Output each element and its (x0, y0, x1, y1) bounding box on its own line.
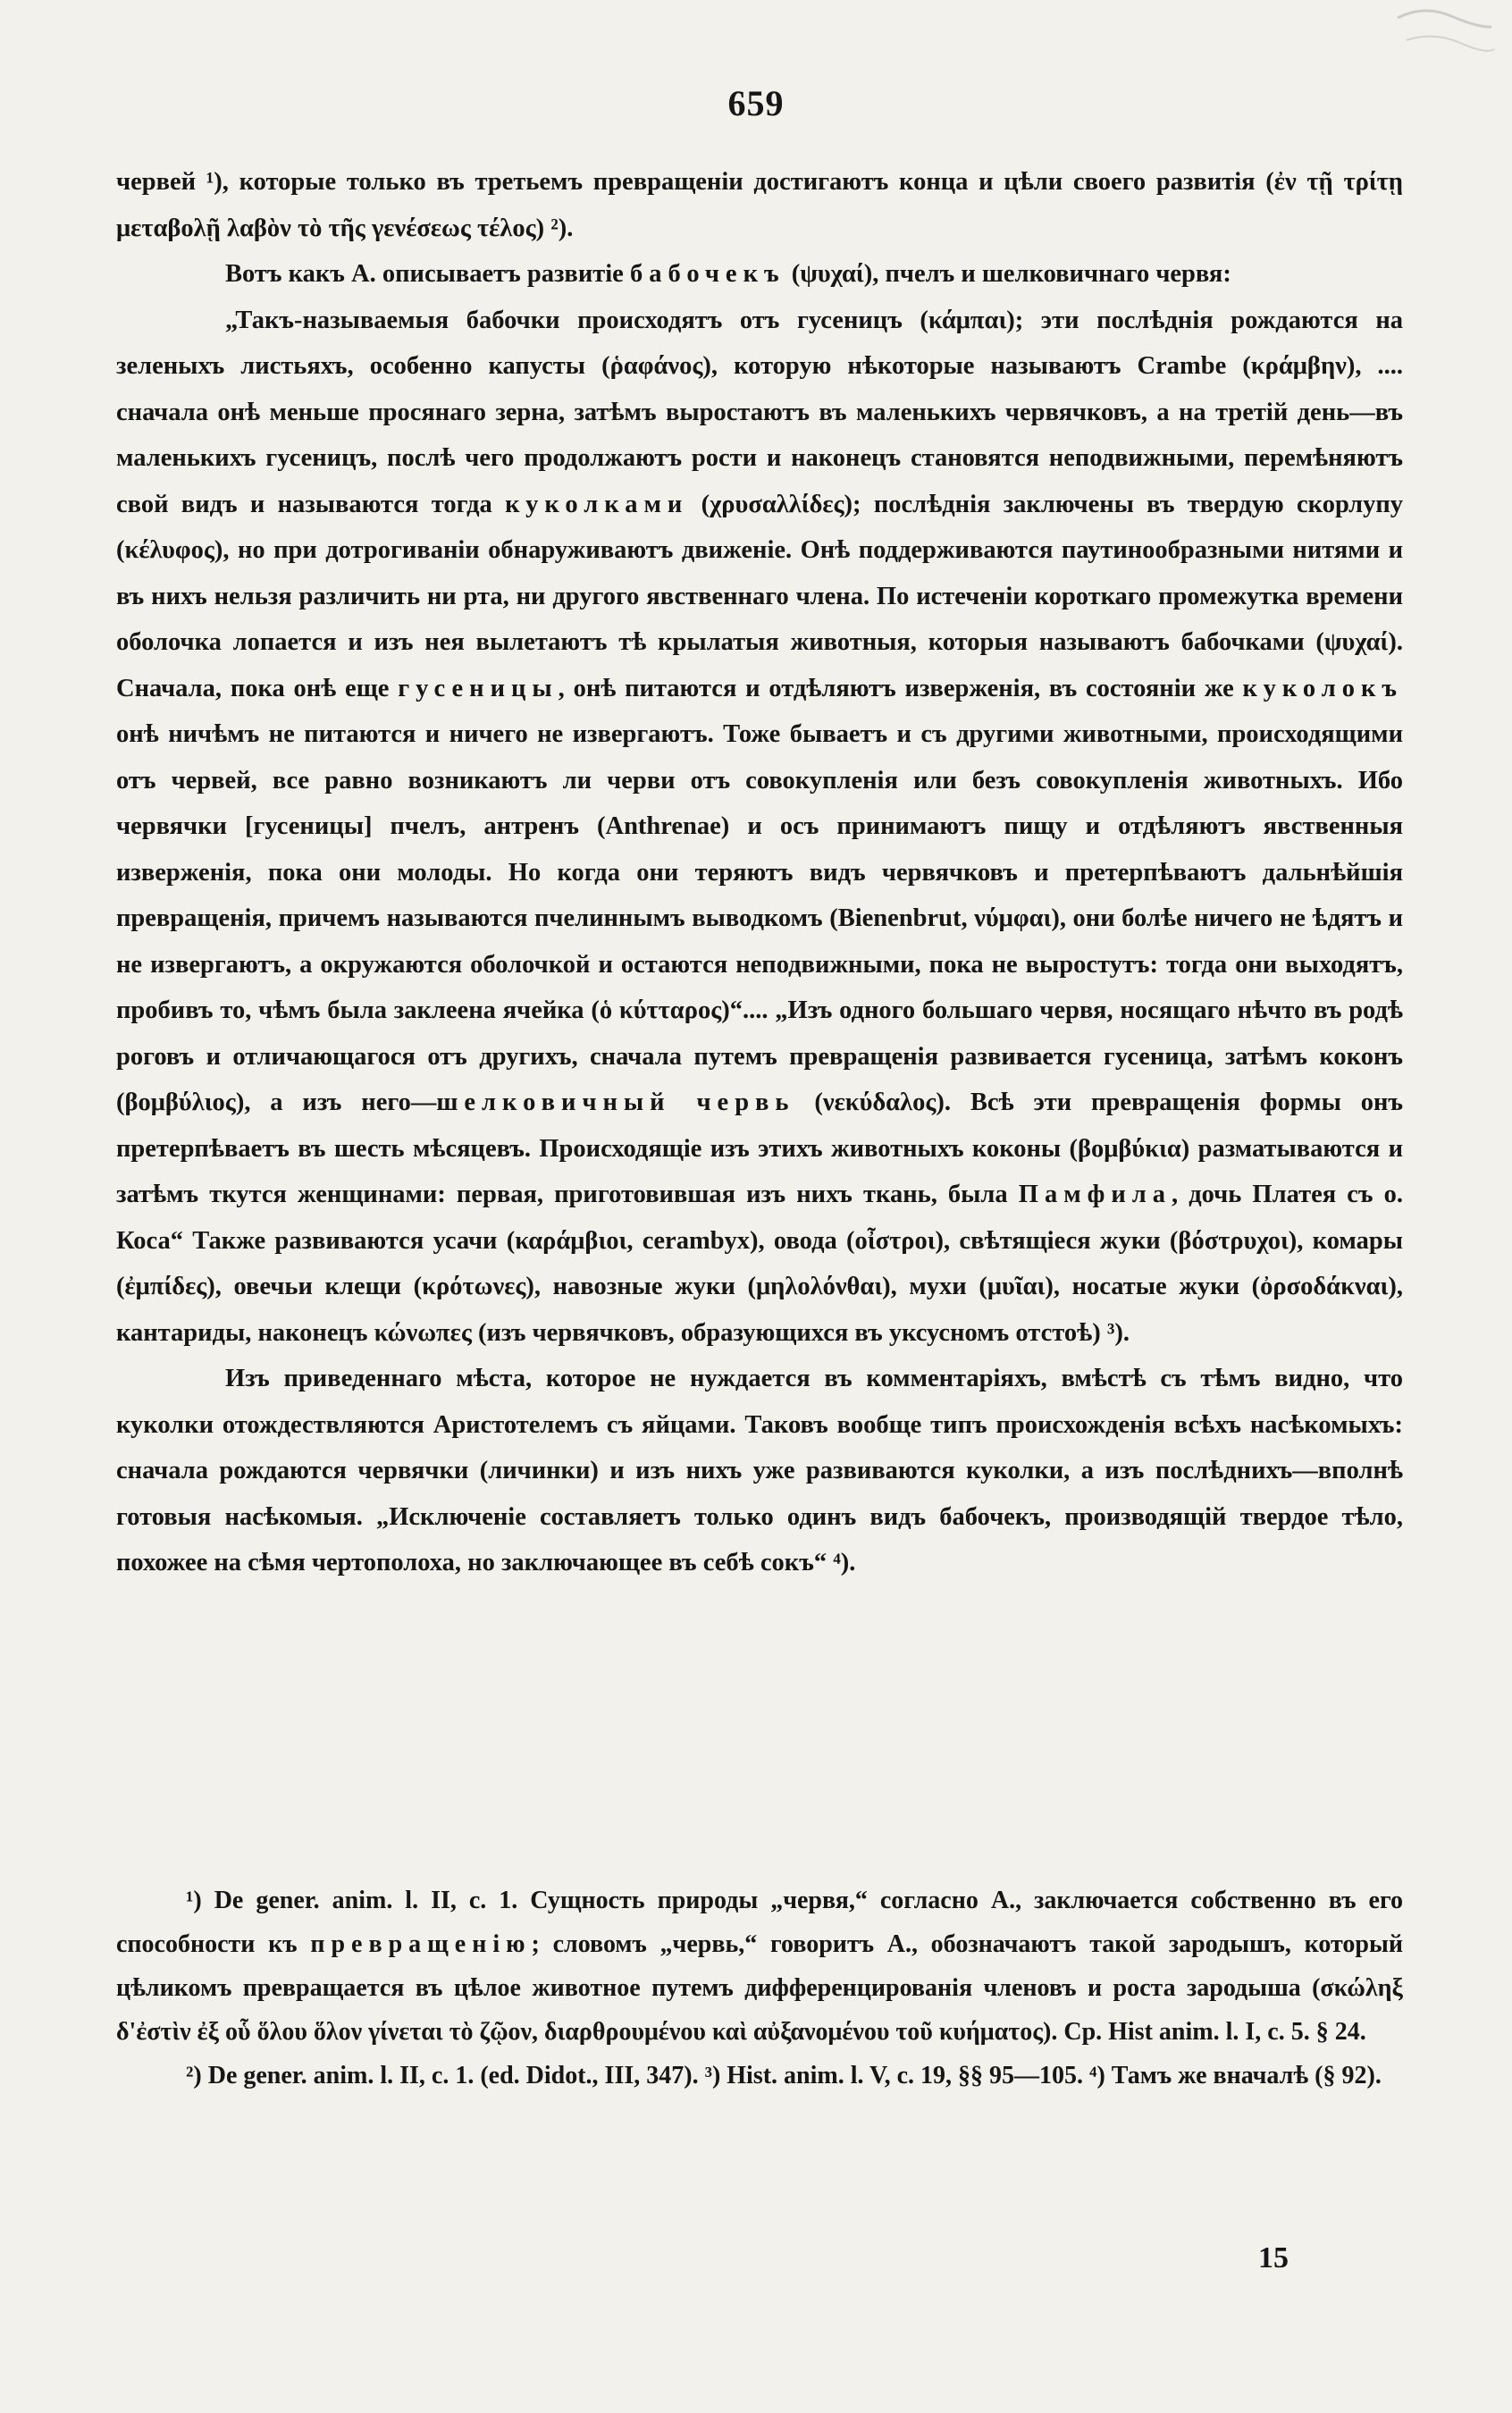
body-text (116, 159, 1403, 1586)
paragraph-3 (116, 298, 1403, 1357)
text-run: (νεκύδαλος). Всѣ эти превращенія формы онъ претерпѣваетъ въ шесть мѣсяцевъ. Происходящіе изъ этихъ животныхъ коконы (βομβύκια) разматываются и затѣмъ ткутся женщинами: первая, приготовившая изъ нихъ ткань, была (116, 1089, 1403, 1208)
text-run: (χρυσαλλίδες); послѣднія заключены въ твердую скорлупу (κέλυφος), но при дотрогиваніи обнаруживаютъ движеніе. Онѣ поддерживаются паутинообразными нитями и въ нихъ нельзя различить ни рта, ни другого явственнаго члена. По истеченіи короткаго промежутка времени оболочка лопается и изъ нея вылетаютъ тѣ крылатыя животныя, которыя называютъ бабочками (ψυχαί). Сначала, пока онѣ еще (116, 490, 1403, 702)
text-run: , онѣ питаются и отдѣляютъ изверженія, въ состояніи же (558, 674, 1243, 702)
signature-mark: 15 (1258, 2241, 1289, 2274)
footnote-2: ²) De gener. anim. l. II, c. 1. (ed. Didot., III, 347). ³) Hist. anim. l. V, c. 19, §§ 95—105. ⁴) Тамъ же вначалѣ (§ 92). (186, 2062, 1382, 2089)
text-run: (ψυχαί), пчелъ и шелковичнаго червя: (785, 260, 1231, 288)
emphasis-term: куколокъ (1242, 674, 1404, 702)
emphasis-term: шелковичный червь (436, 1089, 795, 1116)
text-run: „Такъ-называемыя бабочки происходятъ отъ гусеницъ (κάμπαι); эти послѣднія рождаются на зеленыхъ листьяхъ, особенно капусты (ῥαφάνος), которую нѣкоторые называютъ Crambe (κράμβην), .... сначала онѣ меньше просянаго зерна, затѣмъ выростаютъ въ маленькихъ червячковъ, а на третій день—въ маленькихъ гусеницъ, послѣ чего продолжаютъ рости и наконецъ становятся неподвижными, перемѣняютъ свой видъ и называются тогда (116, 306, 1403, 518)
emphasis-term: гусеницы (398, 674, 559, 702)
paragraph-1: червей ¹), которые только въ третьемъ превращеніи достигаютъ конца и цѣли своего развитія (ἐν τῇ τρίτῃ μεταβολῇ λαβὸν τὸ τῆς γενέσεως τέλος) ²). (116, 168, 1403, 242)
emphasis-term: Памфила (1018, 1181, 1172, 1208)
text-run: , дочь Платея съ о. Коса“ Также развиваются усачи (καράμβιοι, cerambyx), овода (οἶστροι), свѣтящіеся жуки (βόστρυχοι), комары (ἐμπίδες), овечьи клещи (κρότωνες), навозные жуки (μηλολόνθαι), мухи (μυῖαι), носатые жуки (ὀρσοδάκναι), кантариды, наконецъ κώνωπες (изъ червячковъ, образующихся въ уксусномъ отстоѣ) ³). (116, 1181, 1403, 1347)
emphasis-term: бабочекъ (629, 260, 785, 288)
library-stamp-icon (1389, 0, 1496, 71)
text-run: ; словомъ „червь,“ говоритъ А., обозначаютъ такой зародышъ, который цѣликомъ превращается въ цѣлое животное путемъ дифференцированія членовъ и роста зародыша (σκώληξ δ'ἐστὶν ἐξ οὗ ὅλου ὅλον γίνεται τὸ ζῷον, διαρθρουμένου καὶ αὐξανομένου τοῦ κυήματος). Ср. Hist anim. l. I, c. 5. § 24. (116, 1930, 1403, 2046)
text-run: Вотъ какъ А. описываетъ развитіе (225, 260, 630, 288)
emphasis-term: куколками (505, 490, 689, 518)
footnote-1 (116, 1879, 1403, 2054)
footnotes (116, 1879, 1403, 2098)
paragraph-4: Изъ приведеннаго мѣста, которое не нуждается въ комментаріяхъ, вмѣстѣ съ тѣмъ видно, что куколки отождествляются Аристотелемъ съ яйцами. Таковъ вообще типъ происхожденія всѣхъ насѣкомыхъ: сначала рождаются червячки (личинки) и изъ нихъ уже развиваются куколки, а изъ послѣднихъ—вполнѣ готовыя насѣкомыя. „Исключеніе составляетъ только одинъ видъ бабочекъ, производящій твердое тѣло, похожее на сѣмя чертополоха, но заключающее въ себѣ сокъ“ ⁴). (116, 1365, 1403, 1576)
text-run: ¹) De gener. anim. l. II, c. 1. Сущность природы „червя,“ согласно А., заключается собственно въ его способности къ (116, 1887, 1403, 1958)
page-number: 659 (727, 83, 785, 123)
emphasis-term: превращенію (310, 1930, 532, 1958)
text-run: онѣ ничѣмъ не питаются и ничего не извергаютъ. Тоже бываетъ и съ другими животными, происходящими отъ червей, все равно возникаютъ ли черви отъ совокупленія или безъ совокупленія животныхъ. Ибо червячки [гусеницы] пчелъ, антренъ (Anthrenae) и осъ принимаютъ пищу и отдѣляютъ явственныя изверженія, пока они молоды. Но когда они теряютъ видъ червячковъ и претерпѣваютъ дальнѣйшія превращенія, причемъ называются пчелиннымъ выводкомъ (Bienenbrut, νύμφαι), они болѣе ничего не ѣдятъ и не извергаютъ, а окружаются оболочкой и остаются неподвижными, пока не выростутъ: тогда они выходятъ, пробивъ то, чѣмъ была заклеена ячейка (ὁ κύτταρος)“.... „Изъ одного большаго червя, носящаго нѣчто въ родѣ роговъ и отличающагося отъ другихъ, сначала путемъ превращенія развивается гусеница, затѣмъ коконъ (βομβύλιος), а изъ него— (116, 720, 1403, 1116)
paragraph-2 (116, 251, 1403, 298)
